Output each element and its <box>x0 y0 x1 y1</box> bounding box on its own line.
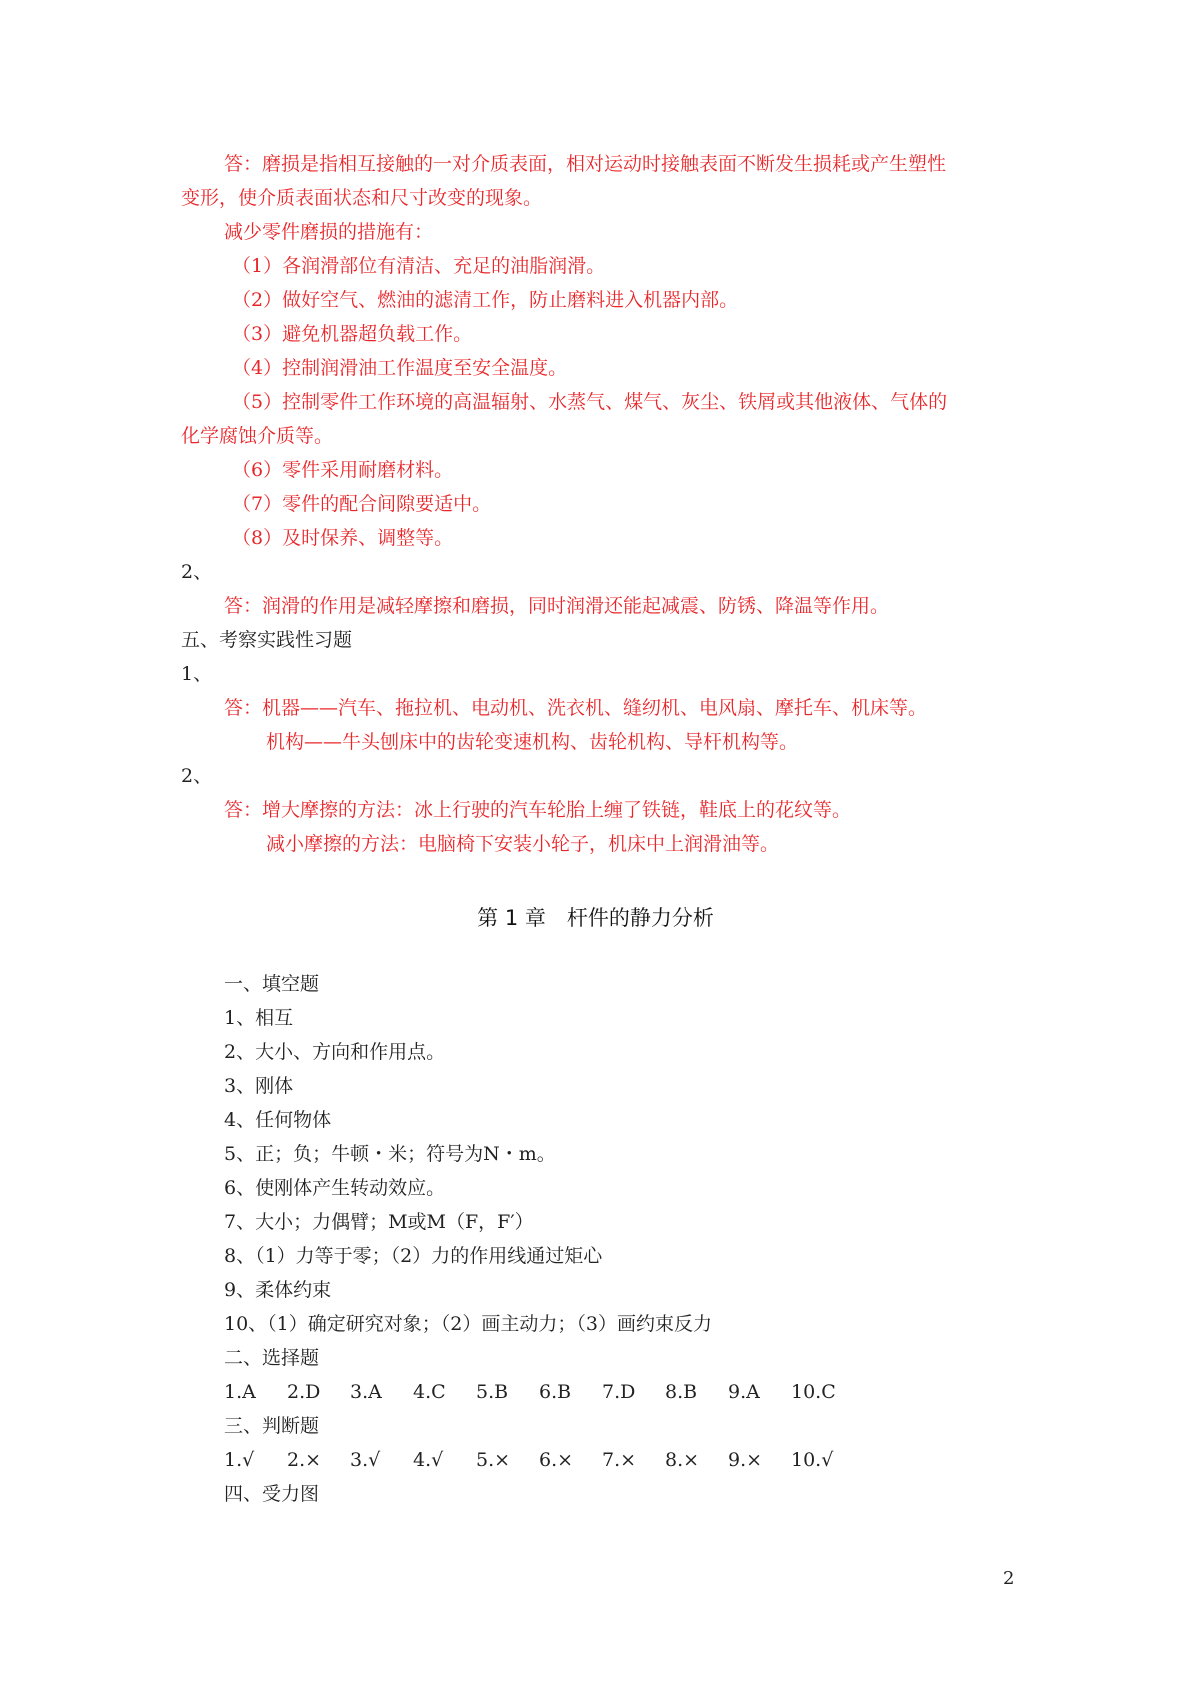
measures-title: 减少零件磨损的措施有： <box>224 221 434 243</box>
wear-definition-line-2: 变形，使介质表面状态和尺寸改变的现象。 <box>181 187 543 209</box>
practice-1-answer-line-1: 答：机器——汽车、拖拉机、电动机、洗衣机、缝纫机、电风扇、摩托车、机床等。 <box>224 697 928 719</box>
judge-section-title: 三、判断题 <box>224 1415 320 1437</box>
fill-answer-9: 9、柔体约束 <box>224 1279 332 1301</box>
force-diagram-section-title: 四、受力图 <box>224 1483 320 1505</box>
measure-7: （7）零件的配合间隙要适中。 <box>232 493 492 515</box>
judge-answer-1: 1.√ <box>224 1449 255 1471</box>
fill-answer-4: 4、任何物体 <box>224 1109 332 1131</box>
measure-6: （6）零件采用耐磨材料。 <box>232 459 454 481</box>
judge-answer-3: 3.√ <box>350 1449 381 1471</box>
judge-answer-5: 5.× <box>476 1449 511 1471</box>
choice-answer-5: 5.B <box>476 1381 509 1403</box>
choice-answer-6: 6.B <box>539 1381 572 1403</box>
chapter-title: 第 1 章 杆件的静力分析 <box>477 906 714 930</box>
judge-answer-10: 10.√ <box>791 1449 834 1471</box>
measure-5-line-2: 化学腐蚀介质等。 <box>181 425 334 447</box>
judge-answer-2: 2.× <box>287 1449 322 1471</box>
judge-answer-4: 4.√ <box>413 1449 444 1471</box>
choice-answer-10: 10.C <box>791 1381 836 1403</box>
measure-3: （3）避免机器超负载工作。 <box>232 323 473 345</box>
choice-section-title: 二、选择题 <box>224 1347 320 1369</box>
judge-answer-7: 7.× <box>602 1449 637 1471</box>
fill-answer-1: 1、相互 <box>224 1007 294 1029</box>
measure-2: （2）做好空气、燃油的滤清工作，防止磨料进入机器内部。 <box>232 289 739 311</box>
choice-answer-2: 2.D <box>287 1381 321 1403</box>
practice-2-number: 2、 <box>181 765 213 787</box>
judge-answer-8: 8.× <box>665 1449 700 1471</box>
choice-answer-3: 3.A <box>350 1381 382 1403</box>
measure-4: （4）控制润滑油工作温度至安全温度。 <box>232 357 568 379</box>
judge-answer-9: 9.× <box>728 1449 763 1471</box>
judge-answer-6: 6.× <box>539 1449 574 1471</box>
fill-answer-5: 5、正；负；牛顿・米；符号为N・m。 <box>224 1143 556 1165</box>
fill-answer-3: 3、刚体 <box>224 1075 294 1097</box>
choice-answer-8: 8.B <box>665 1381 698 1403</box>
question-2-answer: 答：润滑的作用是减轻摩擦和磨损，同时润滑还能起减震、防锈、降温等作用。 <box>224 595 890 617</box>
choice-answer-4: 4.C <box>413 1381 446 1403</box>
fill-section-title: 一、填空题 <box>224 973 320 995</box>
choice-answer-9: 9.A <box>728 1381 760 1403</box>
fill-answer-2: 2、大小、方向和作用点。 <box>224 1041 446 1063</box>
fill-answer-8: 8、（1）力等于零；（2）力的作用线通过矩心 <box>224 1245 603 1267</box>
practice-1-number: 1、 <box>181 663 213 685</box>
measure-1: （1）各润滑部位有清洁、充足的油脂润滑。 <box>232 255 606 277</box>
choice-answer-1: 1.A <box>224 1381 256 1403</box>
fill-answer-10: 10、（1）确定研究对象；（2）画主动力；（3）画约束反力 <box>224 1313 712 1335</box>
measure-8: （8）及时保养、调整等。 <box>232 527 454 549</box>
wear-definition-line-1: 答：磨损是指相互接触的一对介质表面，相对运动时接触表面不断发生损耗或产生塑性 <box>224 153 947 175</box>
practice-1-answer-line-2: 机构——牛头刨床中的齿轮变速机构、齿轮机构、导杆机构等。 <box>266 731 799 753</box>
section-5-title: 五、考察实践性习题 <box>181 629 353 651</box>
choice-answer-7: 7.D <box>602 1381 636 1403</box>
fill-answer-6: 6、使刚体产生转动效应。 <box>224 1177 446 1199</box>
question-2-number: 2、 <box>181 561 213 583</box>
practice-2-answer-line-2: 减小摩擦的方法：电脑椅下安装小轮子，机床中上润滑油等。 <box>266 833 780 855</box>
practice-2-answer-line-1: 答：增大摩擦的方法：冰上行驶的汽车轮胎上缠了铁链，鞋底上的花纹等。 <box>224 799 852 821</box>
measure-5-line-1: （5）控制零件工作环境的高温辐射、水蒸气、煤气、灰尘、铁屑或其他液体、气体的 <box>232 391 948 413</box>
fill-answer-7: 7、大小；力偶臂；M或M（F，F′） <box>224 1211 534 1233</box>
page-number: 2 <box>1003 1568 1015 1589</box>
